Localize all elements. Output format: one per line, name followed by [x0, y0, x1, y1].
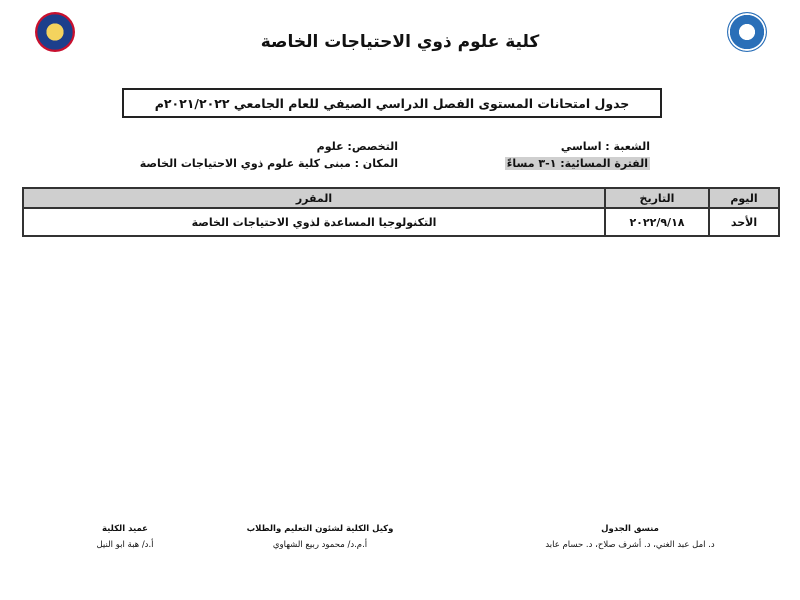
table-row [23, 208, 779, 236]
coordinator-title: منسق الجدول [601, 524, 659, 534]
dean-name: أ.د/ هبة ابو النيل [96, 540, 154, 550]
cell-date: ٢٠٢٢/٩/١٨ [605, 208, 709, 236]
dean-title: عميد الكلية [102, 524, 148, 534]
cell-day: الأحد [709, 208, 779, 236]
vice-dean-name: أ.م.د/ محمود ربيع الشهاوي [272, 540, 368, 550]
dean-signature-block [85, 524, 165, 550]
header-date: التاريخ [605, 188, 709, 208]
table-header-row [23, 188, 779, 208]
header-day: اليوم [709, 188, 779, 208]
vice-dean-title: وكيل الكلية لشئون التعليم والطلاب [246, 524, 394, 534]
coordinator-signature-block [540, 524, 720, 550]
cell-course: التكنولوجيا المساعدة لذوي الاحتياجات الخاصة [23, 208, 605, 236]
specialization-label: التخصص: علوم [316, 140, 398, 153]
vice-dean-signature-block [245, 524, 395, 550]
period-label: الفترة المسائية: ١-٣ مساءً [506, 157, 648, 170]
coordinator-names: د. امل عبد الغني، د. أشرف صلاح، د. حسام عابد [545, 540, 715, 550]
header-course: المقرر [23, 188, 605, 208]
exam-schedule-table [22, 187, 780, 237]
schedule-title: جدول امتحانات المستوى الفصل الدراسي الصيفي للعام الجامعي ٢٠٢١/٢٠٢٢م [154, 95, 630, 111]
page-title: كلية علوم ذوي الاحتياجات الخاصة [260, 32, 540, 52]
branch-label: الشعبة : اساسي [560, 140, 650, 153]
place-label: المكان : مبنى كلية علوم ذوي الاحتياجات الخاصة [139, 157, 398, 170]
schedule-title-box [122, 88, 662, 118]
